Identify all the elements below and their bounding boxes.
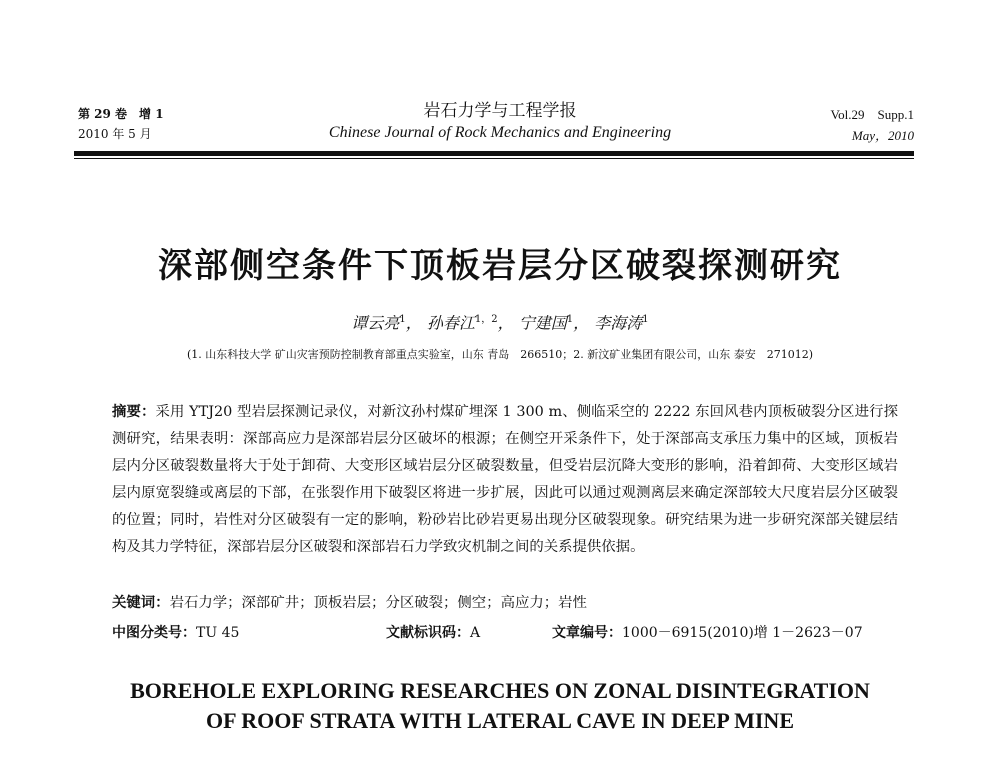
title-en-line-2: OF ROOF STRATA WITH LATERAL CAVE IN DEEP MINE — [206, 708, 794, 733]
author-affiliation-mark: 1 — [566, 314, 574, 325]
clc-number — [112, 622, 239, 644]
abstract-text: 采用 YTJ20 型岩层探测记录仪，对新汶孙村煤矿埋深 1 300 m、侧临采空的 2222 东回风巷内顶板破裂分区进行探测研究，结果表明：深部高应力是深部岩层分区破坏的根源；在侧空开采条件下，处于深部高支承压力集中的区域，顶板岩层内分区破裂数量将大于处于卸荷、大变形区域岩层分区破裂数量，但受岩层沉降大变形的影响，沿着卸荷、大变形区域岩层内原宽裂缝或离层的下部，在张裂作用下破裂区将进一步扩展，因此可以通过观测离层来确定深部较大尺度岩层分区破裂的位置；同时，岩性对分区破裂有一定的影响，粉砂岩比砂岩更易出现分区破裂现象。研究结果为进一步研究深部关键层结构及其力学特征，深部岩层分区破裂和深部岩石力学致灾机制之间的关系提供依据。 — [112, 404, 898, 555]
clc-value: TU 45 — [196, 625, 240, 641]
journal-title-en: Chinese Journal of Rock Mechanics and Engineering — [328, 124, 672, 141]
document-code — [386, 622, 480, 644]
author-affiliation-mark: 1，2 — [474, 314, 498, 325]
affiliation: (1. 山东科技大学 矿山灾害预防控制教育部重点实验室，山东 青岛 266510；2. 新汶矿业集团有限公司，山东 泰安 271012) — [186, 348, 814, 361]
article-no-value: 1000－6915(2010)增 1－2623－07 — [622, 625, 863, 641]
author-list — [0, 310, 1000, 333]
doc-code-value: A — [470, 625, 481, 641]
header-right — [830, 104, 914, 146]
volume-issue-en: Vol.29 Supp.1 — [830, 107, 914, 122]
author: 宁建国 — [518, 313, 567, 333]
journal-title-cn: 岩石力学与工程学报 — [423, 101, 577, 121]
clc-label: 中图分类号： — [112, 625, 196, 641]
keywords — [112, 592, 898, 614]
author-separator: ， — [497, 313, 514, 333]
author-separator: ， — [405, 313, 422, 333]
paper-title-en — [0, 676, 1000, 736]
keywords-label: 关键词： — [112, 594, 170, 611]
keywords-text: 岩石力学；深部矿井；顶板岩层；分区破裂；侧空；高应力；岩性 — [169, 595, 587, 611]
author: 孙春江 — [426, 313, 475, 333]
author-affiliation-mark: 1 — [399, 314, 406, 325]
author: 谭云亮 — [351, 313, 400, 333]
article-number — [552, 622, 863, 644]
abstract-label: 摘要： — [112, 403, 156, 420]
title-en-line-1: BOREHOLE EXPLORING RESEARCHES ON ZONAL DISINTEGRATION — [130, 678, 870, 703]
article-no-label: 文章编号： — [552, 625, 622, 641]
header-rule-thin — [74, 158, 914, 159]
date-cn: 2010 年 5 月 — [78, 127, 152, 141]
volume-issue-cn: 第 29 卷 增 1 — [78, 107, 164, 121]
journal-header — [250, 100, 750, 144]
abstract — [112, 398, 898, 561]
author-affiliation-mark: 1 — [642, 314, 649, 325]
doc-code-label: 文献标识码： — [386, 625, 470, 641]
header-left — [78, 104, 164, 144]
date-en: May，2010 — [851, 128, 914, 143]
header-rule-thick — [74, 151, 914, 156]
author-separator: ， — [573, 313, 590, 333]
author: 李海涛 — [594, 313, 643, 333]
paper-title-cn: 深部侧空条件下顶板岩层分区破裂探测研究 — [158, 246, 842, 286]
